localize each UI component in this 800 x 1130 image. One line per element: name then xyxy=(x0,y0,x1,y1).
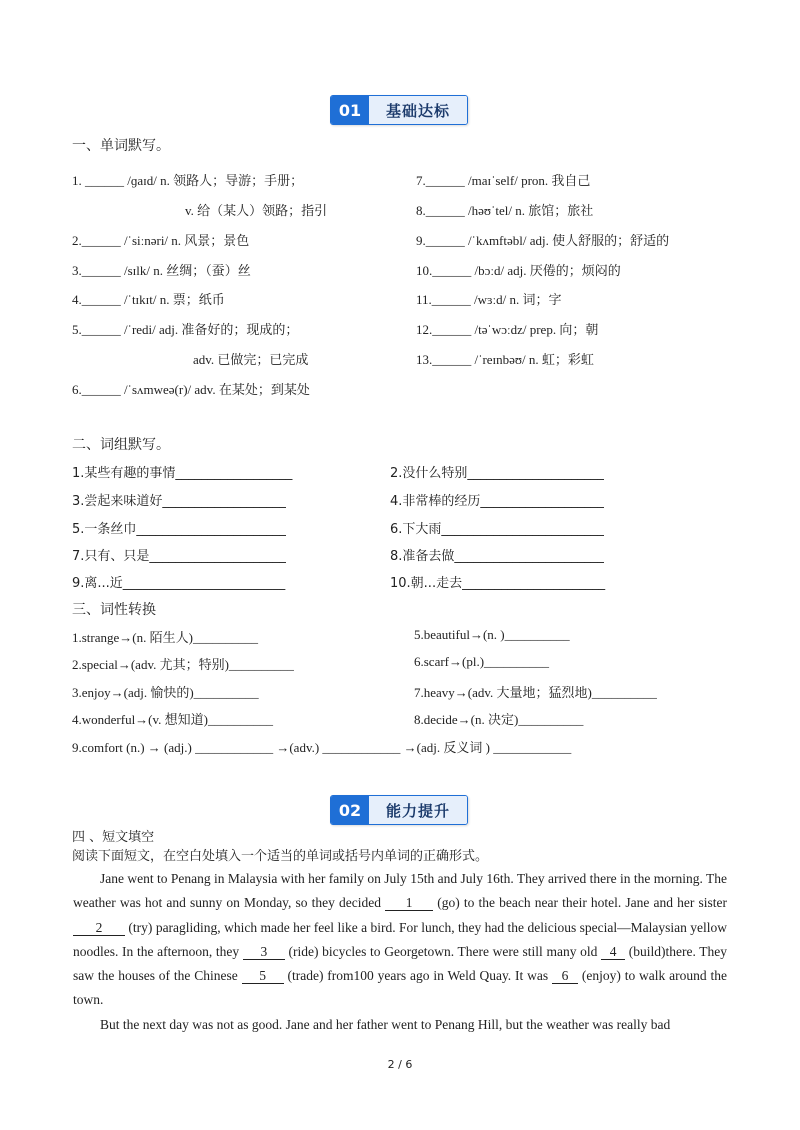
part2-heading: 二、词组默写。 xyxy=(72,437,170,453)
vocab-item: 2.______ /ˈsiːnəri/ n. 风景；景色 xyxy=(72,233,250,248)
passage-text: (go) to the beach near their hotel. Jane and her sister xyxy=(433,895,728,911)
phrase-item: 3.尝起来味道好___________________ xyxy=(72,494,286,509)
conversion-item: 4.wonderful→(v. 想知道)__________ xyxy=(72,712,273,727)
phrase-item: 6.下大雨_________________________ xyxy=(390,522,604,537)
vocab-item: 1. ______ /ɡaɪd/ n. 领路人；导游；手册； xyxy=(72,173,304,188)
passage-paragraph-2: But the next day was not as good. Jane and her father went to Penang Hill, but the weather was really bad xyxy=(100,1017,671,1032)
blank-3[interactable]: 3 xyxy=(243,945,285,960)
vocab-item: 12.______ /təˈwɔːdz/ prep. 向；朝 xyxy=(416,322,599,337)
conversion-item: 7.heavy→(adv. 大量地；猛烈地)__________ xyxy=(414,685,657,700)
section-badge-01 xyxy=(330,95,468,125)
passage-text: Jane went to Penang in Malaysia with her family on July 15th and July 16th. They arrived there in the morning. The weather was hot and sunny on Monday, so they decided xyxy=(73,871,727,911)
page-number: 2 / 6 xyxy=(387,1058,413,1071)
vocab-item-continued: v. 给（某人）领路；指引 xyxy=(185,203,328,218)
section-badge-02 xyxy=(330,795,468,825)
passage-text: (ride) bicycles to Georgetown. There were still many old xyxy=(284,943,602,959)
blank-1[interactable]: 1 xyxy=(385,896,433,911)
phrase-item: 1.某些有趣的事情__________________ xyxy=(72,466,293,481)
phrase-item: 7.只有、只是_____________________ xyxy=(72,549,286,564)
vocab-item: 10.______ /bɔːd/ adj. 厌倦的；烦闷的 xyxy=(416,263,621,278)
phrase-item: 5.一条丝巾_______________________ xyxy=(72,522,286,537)
vocab-item: 5.______ /ˈredi/ adj. 准备好的；现成的； xyxy=(72,322,299,337)
conversion-item: 8.decide→(n. 决定)__________ xyxy=(414,712,584,727)
section-number: 02 xyxy=(331,796,369,824)
conversion-item: 1.strange→(n. 陌生人)__________ xyxy=(72,630,258,645)
conversion-item: 5.beautiful→(n. )__________ xyxy=(414,627,570,642)
blank-6[interactable]: 6 xyxy=(552,969,578,984)
vocab-item: 11.______ /wɜːd/ n. 词；字 xyxy=(416,292,562,307)
blank-5[interactable]: 5 xyxy=(242,969,284,984)
part1-heading: 一、单词默写。 xyxy=(72,138,170,154)
passage-text: (build)there. They saw the houses of the Chinese xyxy=(73,943,727,984)
phrase-item: 10.朝...走去______________________ xyxy=(390,576,606,591)
conversion-item: 9.comfort (n.) → (adj.) ____________ →(adv.) ____________ →(adj. 反义词 ) ____________ xyxy=(72,740,572,755)
section-number: 01 xyxy=(331,96,369,124)
section-title: 基础达标 xyxy=(369,96,467,124)
vocab-item: 7.______ /maɪˈself/ pron. 我自己 xyxy=(416,173,591,188)
phrase-item: 8.准备去做_______________________ xyxy=(390,549,604,564)
part3-heading: 三、词性转换 xyxy=(72,602,156,618)
vocab-item: 6.______ /ˈsʌmweə(r)/ adv. 在某处；到某处 xyxy=(72,382,310,397)
part4-instruction: 阅读下面短文，在空白处填入一个适当的单词或括号内单词的正确形式。 xyxy=(72,849,489,864)
blank-4[interactable]: 4 xyxy=(601,945,625,960)
vocab-item-continued: adv. 已做完；已完成 xyxy=(193,352,309,367)
vocab-item: 9.______ /ˈkʌmftəbl/ adj. 使人舒服的；舒适的 xyxy=(416,233,670,248)
section-title: 能力提升 xyxy=(369,796,467,824)
vocab-item: 3.______ /sɪlk/ n. 丝绸；（蚕）丝 xyxy=(72,263,251,278)
phrase-item: 2.没什么特别_____________________ xyxy=(390,466,604,481)
passage-text: (try) paragliding, which made her feel like a bird. For lunch, they had the delicious special—Malaysian yellow noodles. In the afternoon, they xyxy=(73,919,727,959)
conversion-item: 2.special→(adv. 尤其；特别)__________ xyxy=(72,657,294,672)
passage-text: (trade) from100 years ago in Weld Quay. It was xyxy=(283,968,552,984)
phrase-item: 4.非常棒的经历___________________ xyxy=(390,494,604,509)
passage-text: (enjoy) to walk around the town. xyxy=(73,968,727,1008)
conversion-item: 3.enjoy→(adj. 愉快的)__________ xyxy=(72,685,259,700)
vocab-item: 13.______ /ˈreɪnbəʊ/ n. 虹；彩虹 xyxy=(416,352,594,367)
conversion-item: 6.scarf→(pl.)__________ xyxy=(414,654,550,669)
phrase-item: 9.离...近_________________________ xyxy=(72,576,286,591)
blank-2[interactable]: 2 xyxy=(73,921,125,936)
part4-heading: 四 、短文填空 xyxy=(72,830,155,845)
passage-paragraph-1 xyxy=(73,867,727,1013)
vocab-item: 8.______ /həʊˈtel/ n. 旅馆；旅社 xyxy=(416,203,594,218)
vocab-item: 4.______ /ˈtɪkɪt/ n. 票；纸币 xyxy=(72,292,225,307)
